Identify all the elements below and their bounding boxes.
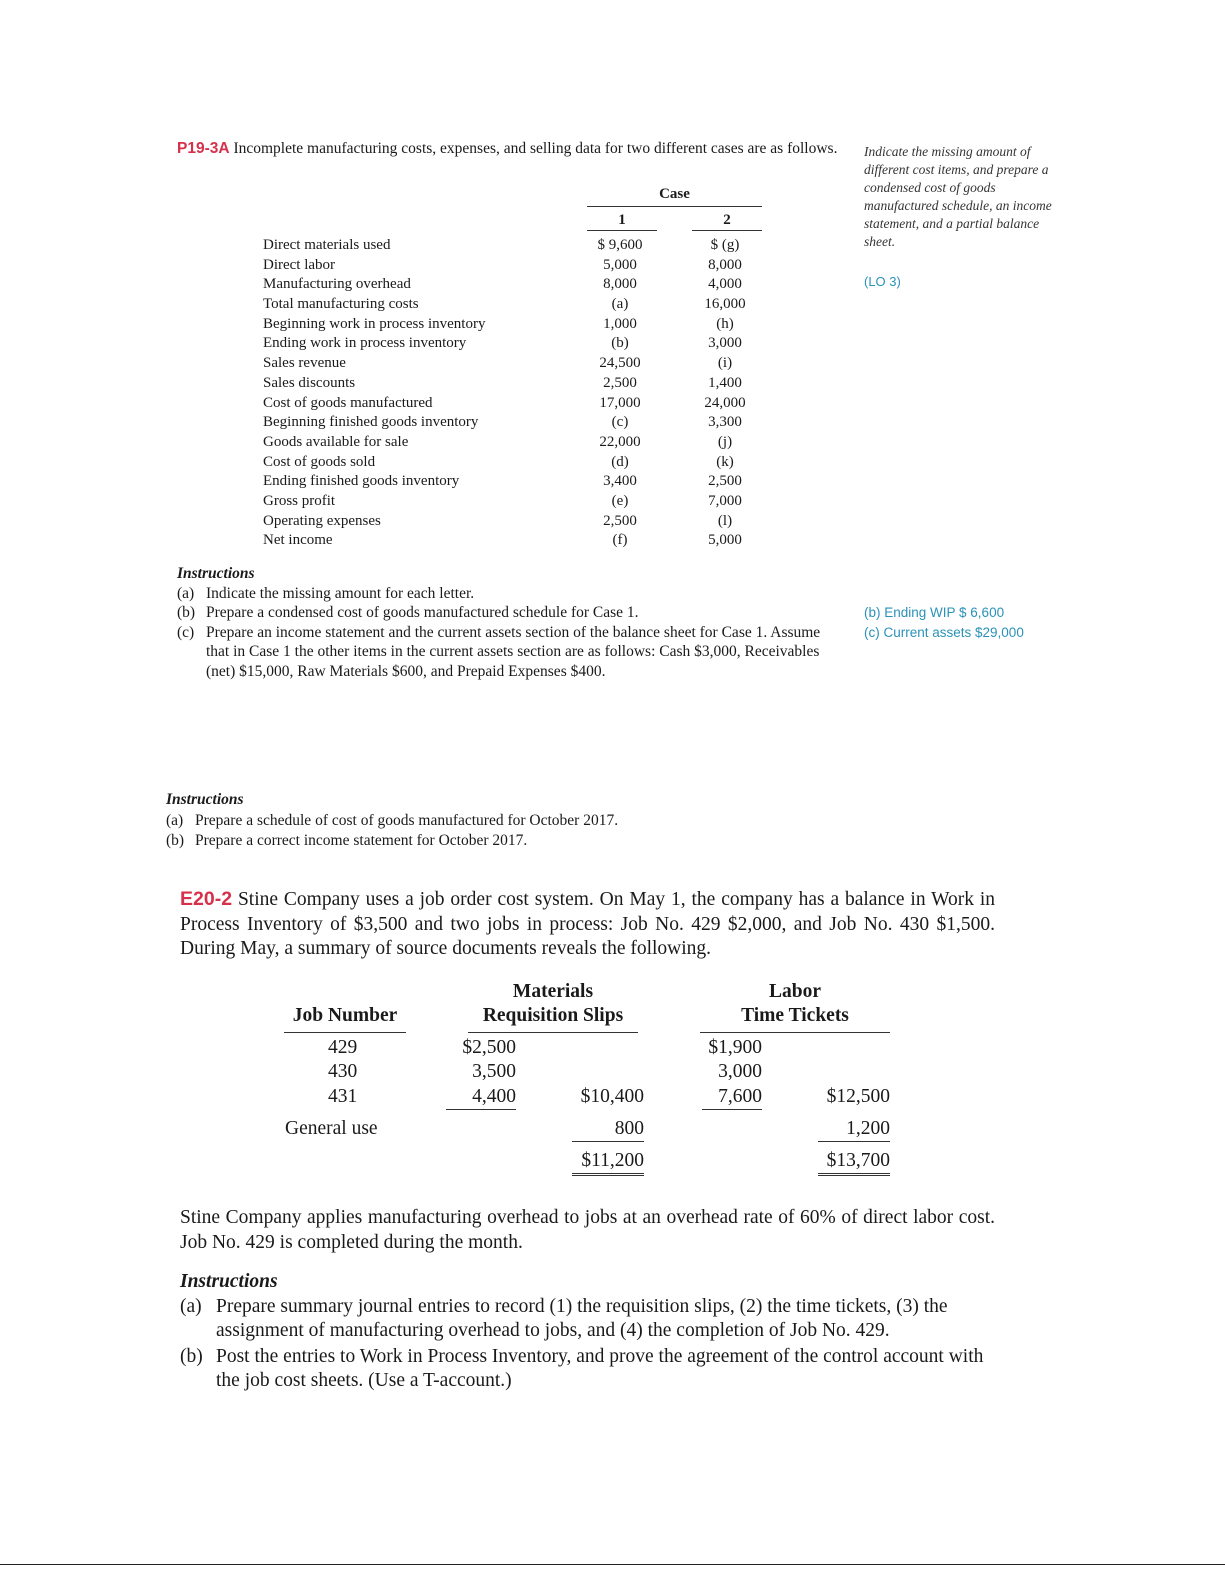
item-text: Prepare an income statement and the current assets section of the balance sheet for Case 1. Assume that in Case 1 the other items in the current assets section are as follows: Cash $3,000, Receivables (net) $15,000, Raw Materials $600, and Prepaid Expenses $400.	[206, 623, 821, 680]
case-2-value: 24,000	[704, 394, 746, 411]
general-use-label: General use	[285, 1118, 378, 1139]
case-1-value: (f)	[612, 532, 628, 549]
check-figures	[864, 603, 1024, 643]
labor-amount: 7,600	[702, 1085, 762, 1110]
case-1-value: (c)	[611, 414, 629, 431]
header-materials-line1: Materials	[512, 981, 594, 1002]
item-text: Prepare summary journal entries to record (1) the requisition slips, (2) the time tickets, (3) the assignment of manufacturing overhead to jobs, and (4) the completion of Job No. 429.	[216, 1295, 948, 1341]
row-label: Beginning work in process inventory	[263, 315, 486, 332]
table-row	[263, 394, 783, 414]
item-tag: (a)	[166, 811, 184, 829]
case-1-value: 17,000	[599, 394, 641, 411]
instruction-item	[177, 603, 847, 623]
labor-general-use: 1,200	[818, 1117, 890, 1142]
table-row	[263, 315, 783, 335]
case-2-value: 5,000	[708, 532, 742, 549]
table-row	[263, 472, 783, 492]
table-row	[263, 374, 783, 394]
materials-amount: 4,400	[446, 1085, 516, 1110]
case-2-value: 7,000	[708, 492, 742, 509]
row-label: Sales discounts	[263, 374, 356, 391]
row-label: Cost of goods manufactured	[263, 394, 433, 411]
materials-amount: 3,500	[472, 1061, 516, 1082]
row-label: Beginning finished goods inventory	[263, 414, 479, 431]
instructions-block	[166, 790, 866, 852]
table-row	[263, 256, 783, 276]
case-2-value: 4,000	[708, 276, 742, 293]
labor-amount: 3,000	[718, 1061, 762, 1082]
table-row	[263, 531, 783, 551]
table-row	[263, 453, 783, 473]
case-2-value: (i)	[717, 355, 733, 372]
learning-objective: (LO 3)	[864, 274, 901, 289]
table-row	[263, 354, 783, 374]
item-text: Prepare a schedule of cost of goods manufactured for October 2017.	[195, 811, 619, 829]
case-1-value: 24,500	[599, 355, 641, 372]
row-label: Goods available for sale	[263, 433, 409, 450]
case-2-header: 2	[692, 212, 762, 231]
item-tag: (c)	[177, 623, 195, 641]
case-1-header: 1	[587, 212, 657, 231]
case-2-value: 16,000	[704, 296, 746, 313]
job-number: 429	[328, 1037, 358, 1058]
table-row	[263, 295, 783, 315]
case-2-value: (j)	[717, 433, 733, 450]
item-text: Prepare a condensed cost of goods manufactured schedule for Case 1.	[206, 604, 639, 621]
case-1-value: 2,500	[603, 512, 637, 529]
row-label: Cost of goods sold	[263, 453, 376, 470]
page-bottom-rule	[0, 1564, 1225, 1565]
case-2-value: 3,000	[708, 335, 742, 352]
case-2-value: 8,000	[708, 256, 742, 273]
header-labor	[700, 980, 890, 1033]
case-1-value: 5,000	[603, 256, 637, 273]
case-2-value: 3,300	[708, 414, 742, 431]
instructions-heading: Instructions	[180, 1271, 278, 1292]
item-tag: (b)	[180, 1345, 203, 1367]
item-tag: (b)	[177, 604, 196, 621]
row-label: Direct labor	[263, 256, 336, 273]
labor-amount: $1,900	[708, 1037, 762, 1058]
table-row	[263, 413, 783, 433]
materials-general-use: 800	[572, 1117, 644, 1142]
labor-total: $13,700	[818, 1149, 890, 1176]
case-data-table	[263, 236, 783, 551]
exercise-intro	[180, 887, 995, 962]
row-label: Sales revenue	[263, 355, 346, 372]
job-number: 431	[328, 1086, 358, 1107]
check-figure: (b) Ending WIP $ 6,600	[864, 605, 1005, 620]
table-row	[263, 512, 783, 532]
row-label: Operating expenses	[263, 512, 381, 529]
case-1-value: (d)	[611, 453, 629, 470]
case-1-value: $ 9,600	[597, 237, 643, 253]
header-materials	[468, 980, 638, 1033]
instruction-item	[180, 1345, 995, 1394]
case-2-value: 1,400	[708, 374, 742, 391]
case-2-value: (k)	[716, 453, 734, 470]
item-tag: (a)	[180, 1295, 202, 1317]
case-2-value: (l)	[717, 512, 733, 529]
margin-note: Indicate the missing amount of different cost items, and prepare a condensed cost of goods manufactured schedule, an income statement, and a partial balance sheet.	[864, 144, 1052, 249]
case-1-value: (b)	[611, 335, 629, 352]
header-labor-line1: Labor	[768, 981, 821, 1002]
problem-id: P19-3A	[177, 140, 230, 157]
case-1-value: 2,500	[603, 374, 637, 391]
header-materials-line2: Requisition Slips	[482, 1005, 624, 1026]
row-label: Ending finished goods inventory	[263, 473, 460, 490]
row-label: Ending work in process inventory	[263, 335, 467, 352]
instruction-item	[166, 811, 866, 832]
case-1-value: 1,000	[603, 315, 637, 332]
table-row	[263, 334, 783, 354]
case-1-value: (a)	[611, 296, 629, 313]
case-2-value: (h)	[716, 315, 734, 332]
materials-subtotal: $10,400	[580, 1086, 644, 1107]
case-1-value: (e)	[611, 492, 629, 509]
instructions-heading: Instructions	[177, 565, 255, 582]
instruction-item	[177, 623, 847, 682]
instructions-heading: Instructions	[166, 791, 244, 808]
exercise-intro-text: Stine Company uses a job order cost system. On May 1, the company has a balance in Work in Process Inventory of $3,500 and two jobs in process: Job No. 429 $2,000, and Job No. 430 $1,500. During May, a summary of source documents reveals the following.	[180, 889, 995, 959]
table-row	[263, 433, 783, 453]
problem-intro-text: Incomplete manufacturing costs, expenses, and selling data for two different cases are as follows.	[233, 140, 838, 157]
item-text: Indicate the missing amount for each letter.	[206, 584, 475, 602]
materials-amount: $2,500	[462, 1037, 516, 1058]
case-1-value: 3,400	[603, 473, 637, 490]
table-row	[263, 492, 783, 512]
job-number: 430	[328, 1061, 358, 1082]
instruction-item	[177, 584, 847, 604]
case-1-value: 22,000	[599, 433, 641, 450]
item-tag: (a)	[177, 584, 195, 602]
case-header: Case	[587, 186, 762, 207]
row-label: Direct materials used	[263, 237, 391, 253]
row-label: Total manufacturing costs	[263, 296, 419, 313]
problem-instructions	[177, 564, 847, 681]
overhead-paragraph: Stine Company applies manufacturing overhead to jobs at an overhead rate of 60% of direct labor cost. Job No. 429 is completed during the month.	[180, 1207, 995, 1253]
row-label: Gross profit	[263, 492, 336, 509]
case-1-value: 8,000	[603, 276, 637, 293]
materials-total: $11,200	[572, 1149, 644, 1176]
check-figure: (c) Current assets $29,000	[864, 625, 1024, 640]
instruction-item	[166, 831, 866, 852]
item-tag: (b)	[166, 832, 185, 849]
table-row	[263, 275, 783, 295]
exercise-id: E20-2	[180, 888, 233, 910]
header-labor-line2: Time Tickets	[741, 1005, 849, 1026]
instruction-item	[180, 1295, 995, 1344]
case-2-value: $ (g)	[710, 237, 740, 253]
case-2-value: 2,500	[708, 473, 742, 490]
row-label: Manufacturing overhead	[263, 276, 411, 293]
problem-intro	[177, 139, 847, 158]
header-job-number: Job Number	[284, 1004, 406, 1033]
labor-subtotal: $12,500	[826, 1086, 890, 1107]
exercise-instructions	[180, 1270, 995, 1395]
table-row	[263, 236, 783, 256]
row-label: Net income	[263, 532, 333, 549]
item-text: Post the entries to Work in Process Inventory, and prove the agreement of the control account with the job cost sheets. (Use a T-account.)	[216, 1345, 984, 1391]
item-text: Prepare a correct income statement for October 2017.	[195, 832, 528, 849]
